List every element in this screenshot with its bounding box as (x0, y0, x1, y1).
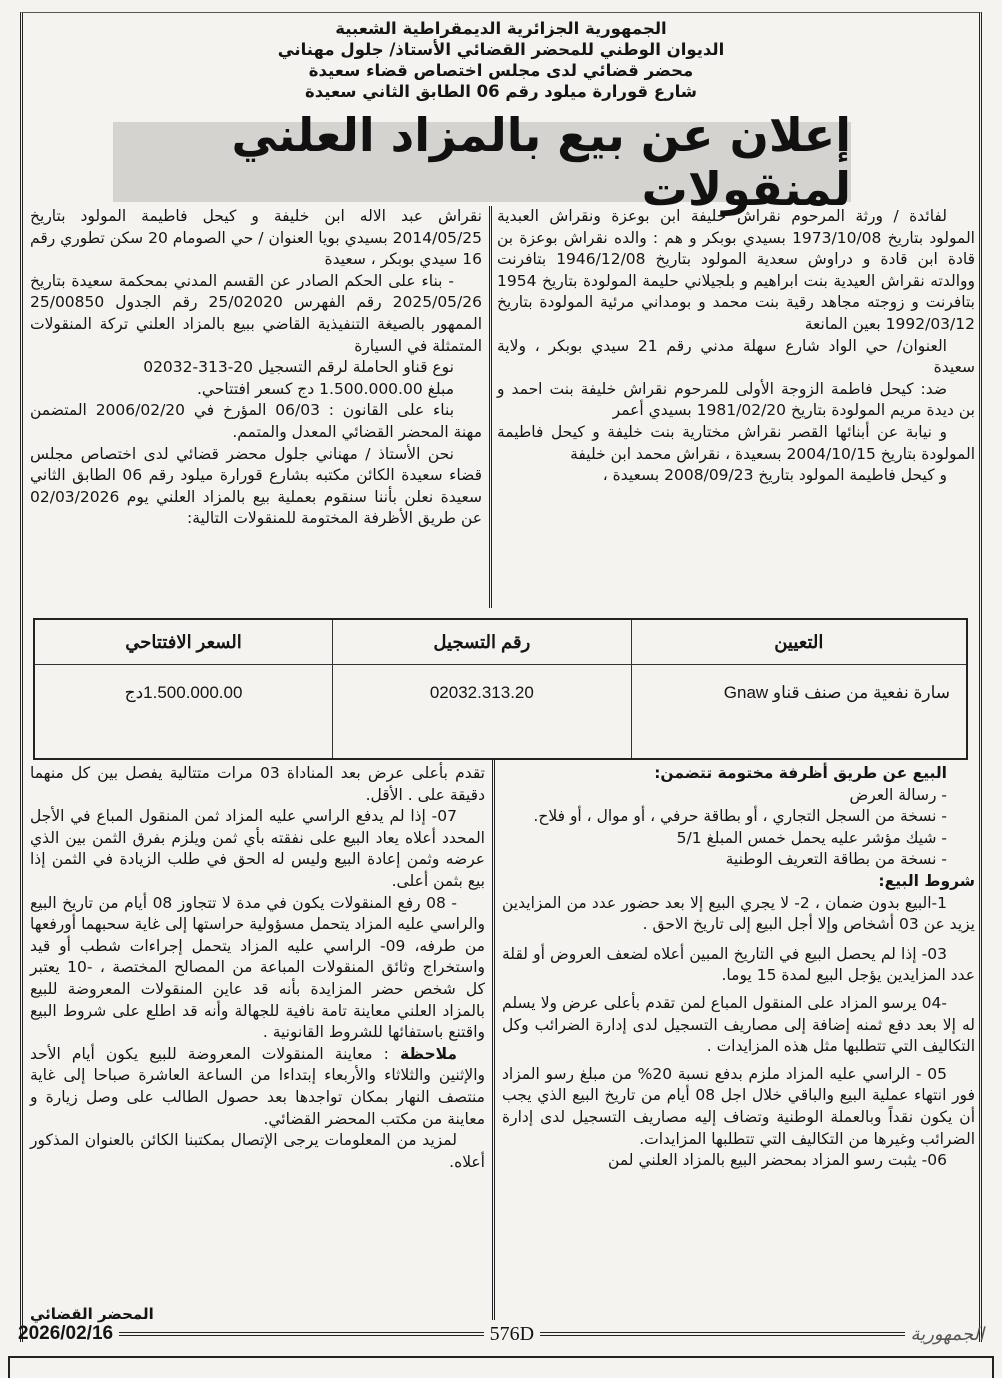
condition-item: 03- إذا لم يحصل البيع في التاريخ المبين أعلاه لضعف العروض أو لقلة عدد المزايدين يؤجل البيع لمدة 15 يوما. (502, 944, 975, 985)
minor-paragraph: و كيحل فاطيمة المولود بتاريخ 2008/09/23 بسعيدة ، (602, 466, 947, 485)
condition-item: -04 يرسو المزاد على المنقول المباع لمن تقدم بأعلى عرض ولا يسلم له إلا بعد دفع ثمنه إضافة إلى مصاريف التسجيل لدى إدارة الضرائب وكل التكاليف التي تتطلبها مثل هذه المزايدات . (502, 993, 975, 1056)
heir-paragraph: نقراش عبد الاله ابن خليفة و كيحل فاطيمة المولود بتاريخ 2014/05/25 بسيدي بويا العنوان / حي الصومام 20 سكن تطوري رقم 16 سيدي بوبكر ، سعيدة (30, 207, 482, 269)
lower-left-column (30, 763, 485, 1173)
upper-left-column (30, 206, 482, 530)
header-line-office: الديوان الوطني للمحضر القضائي الأستاذ/ جلول مهناني (277, 40, 725, 59)
sale-paragraph: 07- إذا لم يدفع الراسي عليه المزاد ثمن المنقول المباع في الأجل المحدد أعلاه يعاد البيع على نفقته بأي ثمن ويلزم بفرق الثمن بين الذي عرضه وثمن إعادة البيع وليس له الحق في طلب الزيادة في الثمن إذا بيع بثمن أعلى. (30, 807, 485, 890)
vehicle-registration: نوع قناو الحاملة لرقم التسجيل 20-313-02032 (143, 358, 454, 377)
envelope-item: - نسخة من السجل التجاري ، أو بطاقة حرفي ، أو موال ، أو فلاح. (533, 807, 947, 826)
upper-right-column (497, 206, 975, 487)
contact-paragraph: لمزيد من المعلومات يرجى الإتصال بمكتبنا الكائن بالعنوان المذكور أعلاه. (30, 1131, 485, 1171)
bailiff-signature: المحضر القضائي (30, 1305, 154, 1323)
conditions-heading: شروط البيع: (878, 871, 975, 890)
header-line-republic: الجمهورية الجزائرية الديمقراطية الشعبية (335, 19, 667, 38)
lower-right-column (502, 763, 975, 1172)
condition-item: 06- يثبت رسو المزاد بمحضر البيع بالمزاد العلني لمن (608, 1151, 947, 1170)
next-ad-border (8, 1356, 994, 1378)
envelope-item: - رسالة العرض (849, 785, 947, 804)
notice-title-box (113, 108, 851, 216)
minors-paragraph: و نيابة عن أبنائها القصر نقراش مختارية بنت خليفة و كيحل فاطيمة المولودة بتاريخ 2004/10/15 بسعيدة ، نقراش محمد ابن خليفة (497, 422, 975, 463)
newspaper-logo: الجمهورية (910, 1323, 985, 1345)
notice-title: إعلان عن بيع بالمزاد العلني لمنقولات (231, 108, 851, 216)
bailiff-announcement: نحن الأستاذ / مهناني جلول محضر قضائي لدى اختصاص مجلس قضاء سعيدة الكائن مكتبه بشارع قورارة ميلود رقم 06 الطابق الثاني سعيدة نعلن بأننا سنقوم بعملية بيع بالمزاد العلني يوم 02/03/2026 عن طريق الأظرفة المختومة للمنقولات التالية: (30, 444, 482, 528)
condition-item: 1-البيع بدون ضمان ، 2- لا يجري البيع إلا بعد حضور عدد من المزايدين يزيد عن 03 أشخاص وإلا أجل البيع إلى تاريخ الاحق . (502, 893, 975, 934)
condition-item: 05 - الراسي عليه المزاد ملزم بدفع نسبة 20% من مبلغ رسو المزاد فور انتهاء عملية البيع والباقي خلال اجل 08 أيام من تاريخ البيع الذي يجب أن يكون نقداً وبالعملة الوطنية وتضاف إليه مصاريف التسجيل لدى إدارة الضرائب وغيرها من التكاليف التي تتطلبها المزايدات. (502, 1064, 975, 1148)
column-divider-upper (489, 206, 492, 608)
inspection-note (30, 1044, 485, 1130)
defendant-paragraph: ضد: كيحل فاطمة الزوجة الأولى للمرحوم نقراش خليفة بنت احمد و بن ديدة مريم المولودة بتاريخ 1981/02/20 بسيدي أعمر (497, 379, 975, 420)
footer-rule (119, 1332, 484, 1336)
column-divider-lower (492, 760, 495, 1320)
header-line-address: شارع قورارة ميلود رقم 06 الطابق الثاني سعيدة (304, 82, 698, 101)
cell-opening-price: 1.500.000.00دج (34, 665, 333, 760)
items-table (33, 618, 968, 760)
cell-registration: 02032.313.20 (333, 665, 632, 760)
header-designation: التعيين (631, 619, 967, 665)
header-line-jurisdiction: محضر قضائي لدى مجلس اختصاص قضاء سعيدة (308, 61, 694, 80)
law-paragraph: بناء على القانون : 06/03 المؤرخ في 2006/02/20 المتضمن مهنة المحضر القضائي المعدل والمتمم. (30, 401, 482, 441)
header-registration: رقم التسجيل (333, 619, 632, 665)
ad-code: 576D (489, 1322, 535, 1345)
envelope-item: - نسخة من بطاقة التعريف الوطنية (725, 850, 947, 869)
table-row (34, 665, 967, 760)
opening-price-paragraph: مبلغ 1.500.000.00 دج كسعر افتتاحي. (197, 379, 454, 398)
footer-bar (18, 1323, 984, 1345)
beneficiaries-address: العنوان/ حي الواد شارع سهلة مدني رقم 21 سيدي بوبكر ، ولاية سعيدة (497, 336, 975, 377)
publication-date: 2026/02/16 (18, 1323, 114, 1344)
sale-paragraph: تقدم بأعلى عرض بعد المناداة 03 مرات متتالية يفصل بين كل منهما دقيقة على . الأقل. (30, 764, 485, 804)
sale-paragraph: - 08 رفع المنقولات يكون في مدة لا تتجاوز 08 أيام من تاريخ البيع والراسي عليه المزاد يتحمل مسؤولية حراستها إلى غاية سحبهما أورفعها من طرفه، 09- الراسي عليه المزاد يتحمل إجراءات شطب أو قيد واستخراج وثائق المنقولات المباعة من المصالح المختصة ، -10 يعتبر كل شخص حضر المزايدة بأنه قد عاين المنقولات المعروضة للبيع بالمزاد العلني معاينة تامة نافية للجهالة وأنه قد اطلع على شروط البيع واقتنع باستفائها للشروط القانونية . (30, 893, 485, 1042)
note-text: : معاينة المنقولات المعروضة للبيع يكون أيام الأحد والإثنين والثلاثاء والأربعاء إبتداءا من الساعة العاشرة صباحا إلى غاية منتصف النهار بمكان تواجدها بعد حصول الطالب على وصل زيارة و معاينة من مكتب المحضر القضائي. (30, 1044, 485, 1128)
table-header-row (34, 619, 967, 665)
envelope-item: - شيك مؤشر عليه يحمل خمس المبلغ 5/1 (676, 828, 947, 847)
header-opening-price: السعر الافتتاحي (34, 619, 333, 665)
notice-header (0, 18, 1002, 102)
note-label: ملاحظة (399, 1044, 457, 1063)
cell-designation: سارة نفعية من صنف قناو Gnaw (631, 665, 967, 760)
beneficiaries-paragraph: لفائدة / ورثة المرحوم نقراش خليفة ابن بوعزة ونقراش العبدية المولود بتاريخ 1973/10/08 بسيدي بوبكر و هم : والده نقراش بوعزة بن قادة ابن قادة و دراوش سعدية المولود بتاريخ 1946/12/08 بتافرنت ووالدته نقراش العيدية بنت ابراهيم و بلجيلاني حليمة المولودة بتاريخ 1954 بتافرنت و زوجته مجاهد رقية بنت محمد و بومداني مرئية المولودة بتاريخ 1992/03/12 بعين المانعة (497, 207, 975, 333)
envelope-heading: البيع عن طريق أظرفة مختومة تتضمن: (654, 764, 947, 782)
footer-rule (540, 1332, 905, 1336)
judgment-paragraph: - بناء على الحكم الصادر عن القسم المدني بمحكمة سعيدة بتاريخ 2025/05/26 رقم الفهرس 25/02020 رقم الجدول 25/00850 الممهور بالصيغة التنفيذية القاضي ببيع بالمزاد العلني تركة المنقولات المتمثلة في السيارة (30, 271, 482, 355)
